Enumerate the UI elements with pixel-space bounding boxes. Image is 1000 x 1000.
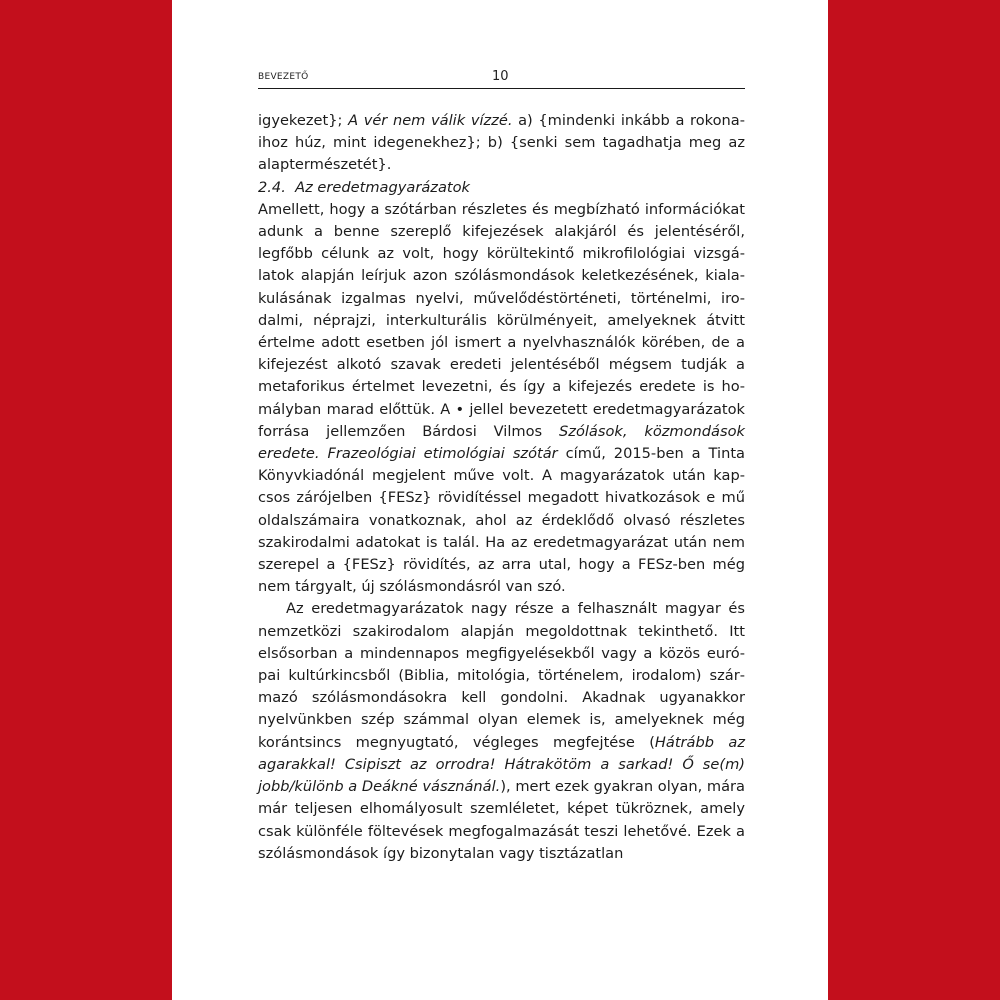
page-header	[258, 68, 745, 89]
italic-examples: Hátrább az agarakkal! Csipiszt az orrodra! Hátrakötöm a sarkad! Ő se(m) jobb/különb a Deákné vásznánál.	[258, 733, 745, 796]
text-run: Az eredetmagyarázatok nagy része a felhasznált magyar és nemzetközi szakirodalom alapján megoldottnak tekinthető. Itt elsősorban a mindennapos megfigyelésekből vagy a közös európai kultúrkincsből (Biblia, mitológia, történelem, irodalom) származó szólásmondásokra kell gondolni. Akadnak ugyanakkor nyelvünkben szép számmal olyan elemek is, amelyeknek még korántsincs megnyugtató, végleges megfejtése (	[258, 600, 745, 751]
paragraph-continuation	[258, 110, 745, 177]
italic-phrase: A vér nem válik vízzé.	[348, 112, 513, 129]
text-run: a) {mindenki inkább a rokonaihoz húz, mint idegenekhez}; b) {senki sem tagadhatja meg az alaptermészetét}.	[258, 112, 745, 174]
paragraph-intro	[258, 199, 745, 599]
text-run: igyekezet};	[258, 112, 349, 129]
running-head: BEVEZETŐ	[258, 72, 309, 82]
text-body	[258, 110, 745, 865]
text-run: ), mert ezek gyakran olyan, mára már teljesen elhomályosult szemléletet, képet tükröznek, amely csak különféle föltevések megfogalmazását teszi lehetővé. Ezek a szólásmondások így bizonytalan vagy tisztázatlan	[258, 778, 745, 862]
text-run: Amellett, hogy a szótárban részletes és megbízható információkat adunk a benne szereplő kifejezések alakjáról és jelentéséről, legfőbb célunk az volt, hogy körültekintő mikrofilológiai vizsgálatok alapján leírjuk azon szólásmondások keletkezésének, kialakulásának izgalmas nyelvi, művelődéstörténeti, történelmi, irodalmi, néprajzi, interkulturális körülményeit, amelyeknek átvitt értelme adott esetben jól ismert a nyelvhasználók körében, de a kifejezést alkotó szavak eredeti jelentéséből mégsem tudják a metaforikus értelmet levezetni, és így a kifejezés eredete is homályban marad előttük. A	[258, 200, 745, 418]
text-run: című, 2015-ben a Tinta Könyvkiadónál megjelent műve volt. A magyarázatok után kapcsos zárójelben {FESz} rövidítéssel megadott hivatkozások e mű oldalszámaira vonatkoznak, ahol az érdeklődő olvasó részletes szakirodalmi adatokat is talál. Ha az eredetmagyarázat után nem szerepel a {FESz} rövidítés, az arra utal, hogy a FESz-ben még nem tárgyalt, új szólásmondásról van szó.	[258, 445, 745, 596]
text-run: jellel bevezetett eredetmagyarázatok forrása jellemzően Bárdosi Vilmos	[258, 400, 745, 440]
section-number: 2.4.	[258, 178, 286, 196]
italic-book-title: Szólások, közmondások eredete. Frazeológiai etimológiai szótár	[258, 422, 745, 463]
book-page	[172, 0, 828, 1000]
paragraph-second	[258, 598, 745, 864]
section-heading	[258, 177, 745, 199]
bullet-symbol: •	[455, 400, 465, 418]
section-title: Az eredetmagyarázatok	[295, 178, 470, 196]
page-number: 10	[492, 69, 509, 84]
